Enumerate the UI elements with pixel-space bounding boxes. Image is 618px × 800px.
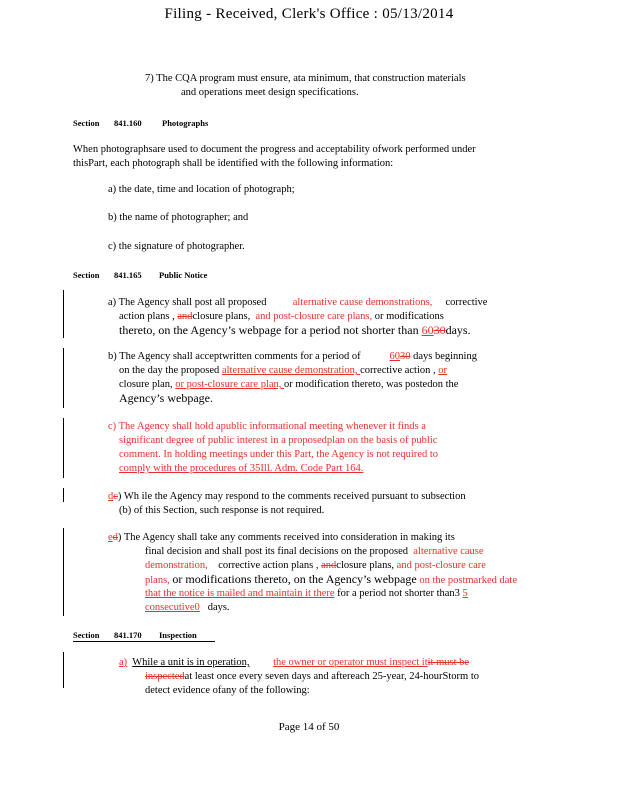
photographs-intro-line-1: When photographsare used to document the progress and acceptability ofwork performed under (73, 144, 476, 155)
item-7-line-1: 7) The CQA program must ensure, ata minimum, that construction materials (145, 73, 466, 84)
public-notice-e-line-6: consecutive0 days. (145, 602, 230, 613)
section-title: Public Notice (159, 270, 208, 280)
change-bar (63, 348, 64, 408)
section-number: 841.170 (114, 630, 142, 640)
public-notice-a-line-2: action plans , andclosure plans, and post-closure care plans, or modifications (119, 311, 444, 322)
public-notice-b-line-1: b) The Agency shall acceptwritten comments for a period of 6030 days beginning (108, 351, 477, 362)
inspection-a-line-1: a) While a unit is in operation, the owner or operator must inspect itit must be (119, 657, 470, 668)
section-label: Section (73, 118, 100, 128)
public-notice-b-line-2: on the day the proposed alternative cause demonstration, corrective action , or (119, 365, 448, 376)
public-notice-c-line-1: c) The Agency shall hold apublic informational meeting whenever it finds a (108, 421, 426, 432)
public-notice-a-line-1: a) The Agency shall post all proposed alternative cause demonstrations, corrective (108, 297, 488, 308)
change-bar (63, 528, 64, 616)
public-notice-a-line-3: thereto, on the Agency’s webpage for a period not shorter than 6030days. (119, 323, 471, 337)
public-notice-e-line-4: plans, or modifications thereto, on the Agency’s webpage on the postmarked date (145, 572, 517, 586)
change-bar (63, 290, 64, 338)
change-bar (63, 488, 64, 502)
section-number: 841.165 (114, 270, 142, 280)
photographs-intro-line-2: thisPart, each photograph shall be identified with the following information: (73, 158, 394, 169)
section-title: Photographs (162, 118, 209, 128)
public-notice-c-line-3: comment. In holding meetings under this Part, the Agency is not required to (119, 449, 439, 460)
page-footer: Page 14 of 50 (278, 721, 340, 733)
public-notice-c-line-2: significant degree of public interest in a proposedplan on the basis of public (119, 435, 438, 446)
page-header: Filing - Received, Clerk's Office : 05/13/2014 (164, 6, 454, 22)
change-bar (63, 418, 64, 478)
public-notice-d-line-1: dc) Wh ile the Agency may respond to the comments received pursuant to subsection (108, 491, 466, 502)
photographs-item-c: c) the signature of photographer. (108, 241, 245, 252)
public-notice-b-line-3: closure plan, or post-closure care plan, or modification thereto, was postedon the (119, 379, 459, 390)
photographs-item-a: a) the date, time and location of photograph; (108, 184, 295, 195)
section-label: Section (73, 270, 100, 280)
public-notice-c-line-4: comply with the procedures of 35Ill. Adm. Code Part 164. (119, 463, 364, 474)
item-7-line-2: and operations meet design specifications. (181, 87, 359, 98)
public-notice-e-line-1: ed) The Agency shall take any comments received into consideration in making its (108, 532, 455, 543)
public-notice-e-line-5: that the notice is mailed and maintain it there for a period not shorter than3 5 (145, 588, 468, 599)
public-notice-d-line-2: (b) of this Section, such response is not required. (119, 505, 325, 516)
inspection-a-line-2: inspectedat least once every seven days and aftereach 25-year, 24-hourStorm to (145, 671, 479, 682)
section-title: Inspection (159, 630, 197, 640)
inspection-a-line-3: detect evidence ofany of the following: (145, 685, 310, 696)
change-bar (63, 652, 64, 688)
public-notice-b-line-4: Agency’s webpage. (119, 391, 213, 405)
photographs-item-b: b) the name of photographer; and (108, 212, 249, 223)
section-number: 841.160 (114, 118, 142, 128)
public-notice-e-line-2: final decision and shall post its final decisions on the proposed alternative cause (145, 546, 484, 557)
public-notice-e-line-3: demonstration, corrective action plans , andclosure plans, and post-closure care (145, 560, 486, 571)
section-label: Section (73, 630, 100, 640)
section-underline (73, 641, 215, 642)
